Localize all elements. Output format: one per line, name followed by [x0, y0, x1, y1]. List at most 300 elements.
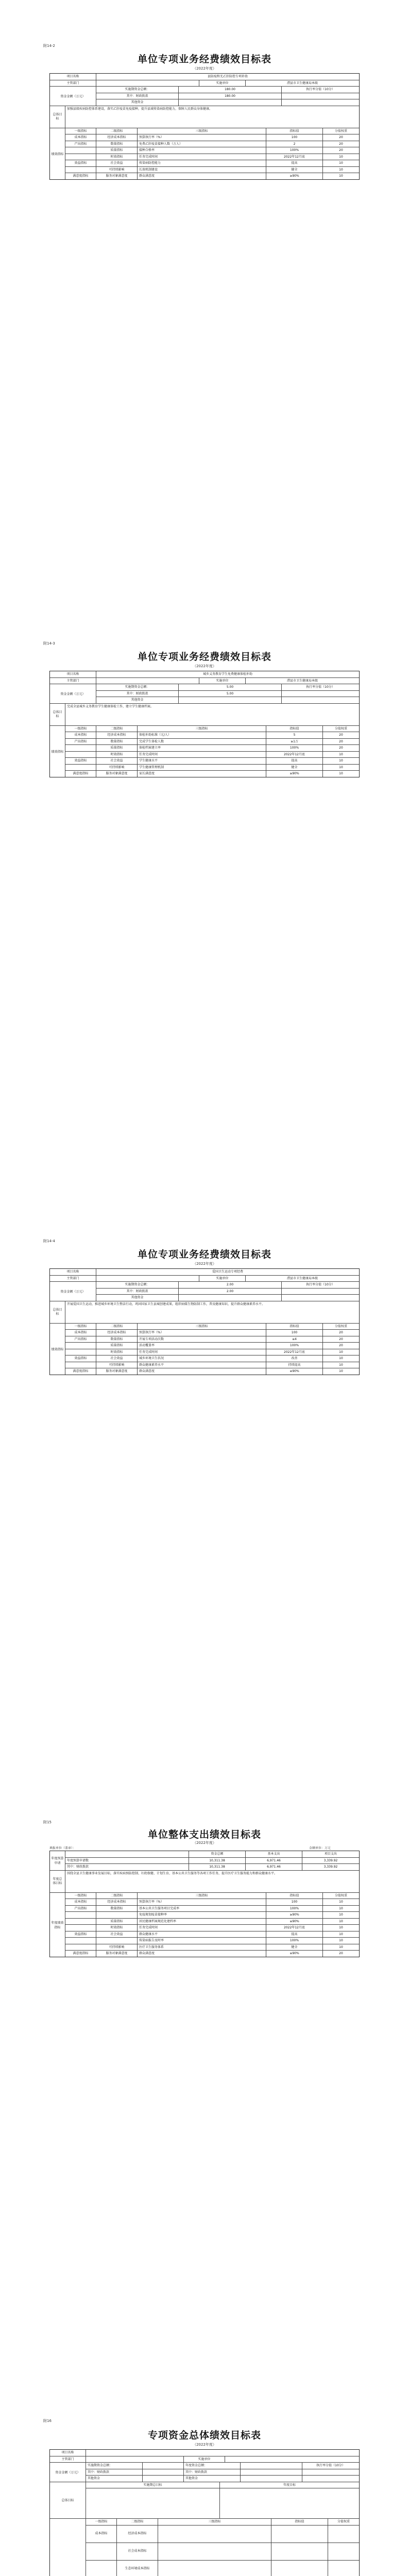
table-cell: 10: [339, 1906, 343, 1910]
table-cell: 10: [339, 759, 343, 762]
table-cell: [328, 2543, 359, 2560]
table-cell: 10: [339, 1926, 343, 1929]
table-cell: [225, 2456, 359, 2463]
table-cell: 产出指标: [65, 1906, 96, 1912]
table-cell: [282, 99, 359, 106]
table-cell: 群众满意度: [138, 1368, 266, 1375]
table-row: [65, 739, 359, 745]
table-cell: 时效指标: [96, 1349, 138, 1355]
table-row: [65, 173, 359, 179]
table-cell: [65, 1938, 96, 1944]
table-cell: 年度资金总额：: [184, 2463, 241, 2469]
table-cell: [86, 2450, 359, 2456]
table-row: [65, 1938, 359, 1944]
table-cell: 一级指标: [86, 2519, 117, 2525]
table-cell: [96, 1912, 138, 1918]
table-cell: [241, 2463, 302, 2469]
table-cell: 实施单位: [199, 1276, 246, 1282]
table-cell: 年度预算申请数: [65, 1858, 189, 1864]
table-cell: 10: [339, 752, 343, 756]
project-name: 城乡义务教育学生免费健康体检补助: [202, 672, 252, 676]
table-cell: ≥90%: [266, 1912, 323, 1918]
table-cell: 服务对象满意度: [96, 173, 138, 179]
table-cell: [158, 2561, 271, 2576]
table-cell: 基本公共卫生服务项目完成率: [138, 1906, 266, 1912]
table-cell: 体检补助标准（元/人）: [138, 732, 266, 738]
table-cell: 20: [339, 142, 343, 146]
table-cell: [65, 167, 96, 173]
table-row: [65, 1349, 359, 1356]
table-cell: 指标值: [266, 128, 323, 134]
table-cell: 城乡环境卫生状况: [138, 1355, 266, 1362]
table-cell: 10: [339, 174, 343, 178]
table-row: [86, 2561, 359, 2576]
page-title: 单位专项业务经费绩效目标表: [137, 651, 271, 663]
table-cell: 一级指标: [65, 128, 96, 134]
table-cell: [65, 1925, 96, 1931]
table-cell: 经济成本指标: [96, 732, 138, 738]
table-cell: 可持续影响: [96, 765, 138, 771]
table-row: [65, 1858, 359, 1865]
table-cell: 总体目标: [50, 1301, 65, 1323]
table-row: [65, 1906, 359, 1912]
table-cell: 二级指标: [96, 1893, 138, 1899]
table-cell: 2.00: [179, 1282, 282, 1288]
table-cell: 年度总体目标: [50, 1871, 65, 1892]
table-cell: 10: [339, 1932, 343, 1936]
table-cell: 实施期资金总额：: [96, 87, 179, 93]
table-cell: ≥4: [266, 1336, 323, 1343]
overall-expenditure-table: [49, 1851, 360, 1957]
page-year: （2022年度）: [193, 1262, 216, 1266]
table-cell: [282, 691, 359, 697]
table-cell: 项目名称: [50, 2450, 86, 2456]
table-cell: 其中：财政拨款: [65, 1864, 189, 1870]
table-cell: 指标值: [266, 726, 323, 732]
table-cell: 经济成本指标: [117, 2526, 158, 2543]
table-cell: 指标值: [271, 2519, 328, 2525]
table-cell: 10: [339, 1357, 343, 1360]
table-cell: 资金金额（万元）: [50, 2463, 86, 2482]
table-cell: 分值权重: [334, 129, 347, 133]
table-cell: ≥90%: [266, 1919, 323, 1925]
table-cell: 10: [339, 772, 343, 775]
table-cell: 满意度指标: [65, 1951, 96, 1957]
table-cell: 效益指标: [65, 1355, 96, 1362]
special-fund-table: [49, 2449, 360, 2576]
table-row: [65, 160, 359, 167]
table-cell: 10: [339, 1900, 343, 1904]
table-cell: 预算执行率（%）: [138, 1899, 266, 1905]
table-cell: [96, 80, 199, 87]
table-cell: 满意度指标: [65, 1368, 96, 1375]
table-cell: [86, 2543, 117, 2560]
table-cell: 医疗卫生服务体系: [138, 1944, 266, 1951]
table-cell: 其他资金: [96, 1295, 179, 1301]
table-cell: 10: [339, 1913, 343, 1917]
table-cell: 10: [339, 1350, 343, 1354]
table-cell: 其中：财政拨款: [184, 2469, 241, 2476]
table-cell: 执行率分值（10分）: [306, 88, 335, 91]
table-cell: 产出指标: [65, 739, 96, 745]
attachment-number: 附14-4: [43, 1239, 55, 1243]
table-row: [65, 771, 359, 777]
table-cell: 2: [266, 141, 323, 147]
table-cell: 社会成本指标: [117, 2543, 158, 2560]
table-cell: 免疫规划疫苗接种率: [138, 1912, 266, 1918]
table-row: [65, 752, 359, 758]
table-cell: [65, 745, 96, 751]
table-cell: 可持续影响: [96, 167, 138, 173]
table-cell: 三级指标: [138, 1324, 266, 1330]
table-cell: 二级指标: [96, 1324, 138, 1330]
page-year: （2022年度）: [193, 1841, 216, 1845]
table-cell: [96, 1938, 138, 1944]
table-row: [65, 134, 359, 141]
table-row: [65, 1864, 359, 1870]
table-cell: 数量指标: [96, 141, 138, 147]
table-cell: 10: [339, 1363, 343, 1367]
table-cell: 5: [266, 732, 323, 738]
table-cell: [241, 2476, 302, 2482]
table-row: [65, 1330, 359, 1336]
table-cell: 实施期总目标: [86, 2482, 220, 2488]
table-cell: 20: [339, 148, 343, 152]
table-cell: 群众健康水平: [138, 1931, 266, 1938]
table-cell: 10: [339, 1945, 343, 1949]
table-cell: 实施单位: [199, 80, 246, 87]
table-cell: 长效机制建设: [138, 167, 266, 173]
table-cell: 资金总额: [189, 1851, 246, 1857]
table-cell: 实施单位: [199, 678, 246, 684]
table-cell: [86, 2488, 220, 2518]
table-cell: 健全: [266, 1944, 323, 1951]
performance-table: [49, 671, 360, 777]
table-cell: 数量指标: [96, 1336, 138, 1343]
table-cell: 资金金额（万元）: [50, 684, 96, 703]
table-cell: 预算执行率（%）: [138, 134, 266, 141]
table-cell: 执行率分值（10分）: [306, 685, 335, 689]
table-cell: 5.00: [179, 691, 282, 697]
performance-table: [49, 1268, 360, 1375]
table-cell: [328, 2526, 359, 2543]
table-cell: 20: [339, 1344, 343, 1347]
table-cell: 执行率分值（10分）: [306, 1283, 335, 1286]
table-cell: 100: [266, 1899, 323, 1905]
table-row: [65, 1931, 359, 1938]
table-cell: 主管部门: [50, 80, 96, 87]
table-cell: 成本指标: [65, 732, 96, 738]
table-cell: 2022年12月底: [266, 154, 323, 160]
table-cell: 20: [339, 1331, 343, 1334]
table-cell: [220, 2488, 359, 2518]
table-cell: [302, 2469, 359, 2476]
table-cell: 其中：财政拨款: [96, 1289, 179, 1295]
table-cell: 成本指标: [65, 134, 96, 141]
table-cell: [282, 1295, 359, 1301]
table-cell: 绩效指标: [50, 128, 65, 179]
table-cell: ≥90%: [266, 173, 323, 179]
table-cell: 满意度指标: [65, 771, 96, 777]
table-cell: 其他资金: [96, 99, 179, 106]
table-row: [65, 1899, 359, 1906]
table-cell: 服务对象满意度: [96, 771, 138, 777]
table-cell: [65, 1912, 96, 1918]
table-cell: 180.00: [179, 93, 282, 99]
table-row: [65, 758, 359, 765]
table-cell: 10,311.38: [189, 1858, 246, 1864]
project-name: 县防疫和无乙肝防控专项补助: [207, 75, 248, 78]
table-cell: 2022年12月底: [266, 752, 323, 758]
table-cell: 提高: [266, 160, 323, 166]
table-cell: 100%: [266, 1938, 323, 1944]
table-cell: 主管部门: [50, 1276, 96, 1282]
table-cell: [143, 2463, 184, 2469]
table-row: [65, 1368, 359, 1375]
table-cell: 分值权重: [334, 726, 347, 731]
table-cell: 绩效指标: [50, 1324, 65, 1375]
table-cell: 提高: [266, 758, 323, 764]
table-cell: ≥1万: [266, 739, 323, 745]
table-cell: 群众满意度: [138, 173, 266, 179]
table-cell: 数量指标: [96, 1906, 138, 1912]
table-cell: 效益指标: [65, 1931, 96, 1938]
page-year: （2022年度）: [193, 664, 216, 668]
table-cell: 产出指标: [65, 1336, 96, 1343]
table-cell: 100: [266, 1330, 323, 1336]
table-cell: 满意度指标: [65, 173, 96, 179]
table-cell: 100%: [266, 745, 323, 751]
table-cell: 三级指标: [158, 2519, 271, 2525]
table-cell: 一级指标: [65, 1893, 96, 1899]
table-cell: 180.00: [179, 87, 282, 93]
table-cell: 可持续影响: [96, 1362, 138, 1368]
table-cell: 三级指标: [138, 128, 266, 134]
table-cell: [65, 1349, 96, 1355]
table-cell: 10,311.38: [189, 1864, 246, 1870]
table-cell: 社会效益: [96, 1931, 138, 1938]
table-cell: 时效指标: [96, 1925, 138, 1931]
table-cell: [302, 2476, 359, 2482]
table-row: [65, 147, 359, 154]
table-cell: 传染病防控能力: [138, 160, 266, 166]
table-row: [65, 1944, 359, 1951]
table-cell: 其他资金: [86, 2476, 143, 2482]
page-title: 专项资金总体绩效目标表: [147, 2430, 261, 2441]
performance-table: [49, 73, 360, 180]
table-cell: 其中：财政拨款: [86, 2469, 143, 2476]
reporting-unit: 填报单位（盖章）：: [49, 1846, 76, 1850]
table-row: [65, 732, 359, 739]
table-cell: 经济成本指标: [96, 1899, 138, 1905]
table-cell: 100: [266, 134, 323, 141]
money-unit: 金额单位：万元: [309, 1846, 331, 1850]
table-cell: [65, 1919, 96, 1925]
table-cell: 免费乙肝疫苗接种人数（万人）: [138, 141, 266, 147]
table-cell: 质量指标: [96, 1343, 138, 1349]
table-cell: 学生健康管理机制: [138, 765, 266, 771]
table-cell: 二级指标: [117, 2519, 158, 2525]
attachment-number: 附14-2: [43, 44, 55, 48]
table-cell: 项目名称: [50, 671, 96, 677]
table-cell: [65, 752, 96, 758]
table-cell: [179, 99, 282, 106]
table-cell: 健全: [266, 167, 323, 173]
table-cell: [282, 697, 359, 703]
table-cell: 一级指标: [65, 1324, 96, 1330]
table-cell: 经济成本指标: [96, 134, 138, 141]
table-cell: [65, 1851, 189, 1857]
table-row: [65, 154, 359, 161]
table-cell: 100%: [266, 1906, 323, 1912]
table-cell: 完成学生体检人数: [138, 739, 266, 745]
table-cell: 基本支出: [246, 1851, 302, 1857]
implementing-unit: 澧县市卫生健康局本级: [286, 81, 318, 85]
table-row: [65, 1919, 359, 1925]
table-cell: 二级指标: [96, 128, 138, 134]
table-cell: 社会效益: [96, 160, 138, 166]
page-title: 单位专项业务经费绩效目标表: [137, 54, 271, 65]
table-cell: 时效指标: [96, 752, 138, 758]
table-cell: [65, 1343, 96, 1349]
table-cell: 20: [339, 746, 343, 750]
table-cell: [65, 765, 96, 771]
table-cell: [271, 2543, 328, 2560]
table-cell: 年度目标: [283, 2483, 296, 2487]
table-row: [86, 2543, 359, 2561]
table-cell: 社会效益: [96, 1355, 138, 1362]
table-cell: 项目名称: [50, 1269, 96, 1275]
table-cell: 总体目标: [50, 106, 65, 128]
table-cell: 质量指标: [96, 745, 138, 751]
table-cell: 学生健康水平: [138, 758, 266, 764]
table-cell: [271, 2561, 328, 2576]
table-row: [65, 1912, 359, 1919]
table-cell: [158, 2543, 271, 2560]
table-cell: [158, 2526, 271, 2543]
table-cell: [65, 1944, 96, 1951]
table-row: [65, 1362, 359, 1369]
table-cell: 成本指标: [86, 2526, 117, 2543]
table-cell: 指标值: [266, 1324, 323, 1330]
attachment-number: 附16: [43, 2419, 52, 2423]
table-cell: 三级指标: [138, 726, 266, 732]
table-cell: 群众满意度: [138, 1951, 266, 1957]
table-cell: 效益指标: [65, 160, 96, 166]
table-cell: [96, 678, 199, 684]
table-cell: 10: [339, 1939, 343, 1942]
table-cell: 主管部门: [50, 2456, 86, 2463]
table-cell: 总体目标: [50, 704, 65, 725]
table-cell: 20: [339, 135, 343, 139]
table-cell: 3,339.92: [323, 1865, 338, 1869]
table-cell: 活动覆盖率: [138, 1343, 266, 1349]
table-cell: 数量指标: [96, 739, 138, 745]
table-cell: 实施期资金总额：: [96, 684, 179, 690]
table-cell: 分值权重: [337, 2520, 350, 2523]
table-cell: ≥90%: [266, 771, 323, 777]
table-cell: 10: [339, 167, 343, 172]
table-cell: 10: [339, 161, 343, 165]
table-cell: 质量指标: [96, 147, 138, 154]
table-cell: 服务对象满意度: [96, 1951, 138, 1957]
table-cell: 服务对象满意度: [96, 1368, 138, 1375]
table-cell: [65, 1362, 96, 1368]
table-cell: [282, 93, 359, 99]
table-row: [65, 141, 359, 148]
table-cell: 分值权重: [334, 1324, 347, 1328]
table-cell: 项目名称: [50, 74, 96, 80]
table-cell: 资金金额（万元）: [50, 87, 96, 106]
overall-goal: 围绕全县卫生健康事业发展目标，落实疾病预防控制、妇幼保健、计划生育、基本公共卫生服务等各项工作任务，提升医疗卫生服务能力和群众健康水平。: [67, 1871, 278, 1875]
table-cell: 经济成本指标: [96, 1330, 138, 1336]
page-year: （2022年度）: [193, 66, 216, 71]
table-cell: 100%: [266, 1343, 323, 1349]
table-cell: 2.00: [179, 1289, 282, 1295]
table-cell: 时效指标: [96, 154, 138, 160]
table-cell: [65, 154, 96, 160]
table-row: [65, 167, 359, 174]
overall-goal: 完成全县城乡义务教育学生健康体检工作，建立学生健康档案。: [67, 704, 154, 708]
table-cell: [241, 2469, 302, 2476]
table-row: [65, 1336, 359, 1343]
table-cell: 成本指标: [65, 1330, 96, 1336]
table-cell: 5.00: [179, 684, 282, 690]
table-cell: 接种合格率: [138, 147, 266, 154]
table-row: [65, 1925, 359, 1931]
table-cell: 可持续影响: [96, 1944, 138, 1951]
table-cell: 预算执行率（%）: [138, 1330, 266, 1336]
table-cell: 绩效指标: [50, 726, 65, 777]
table-cell: 20: [339, 1337, 343, 1341]
table-cell: 指标值: [266, 1893, 323, 1899]
table-cell: 任务完成时间: [138, 1925, 266, 1931]
table-row: [65, 1343, 359, 1349]
table-cell: ≥90%: [266, 1368, 323, 1375]
attachment-number: 附15: [43, 1820, 52, 1824]
table-cell: 10: [339, 1369, 343, 1373]
table-cell: 改善: [266, 1355, 323, 1362]
table-cell: 实施期资金总额：: [86, 2463, 143, 2469]
table-cell: 主管部门: [50, 678, 96, 684]
table-cell: [179, 697, 282, 703]
table-cell: [86, 2561, 117, 2576]
table-cell: 2022年12月底: [266, 1925, 323, 1931]
table-cell: 提高: [266, 1931, 323, 1938]
page-title: 单位整体支出绩效目标表: [147, 1829, 261, 1840]
table-cell: 年度预算申请: [50, 1851, 65, 1870]
table-cell: [328, 2561, 359, 2576]
table-cell: 其他资金: [96, 697, 179, 703]
table-cell: 10: [339, 765, 343, 769]
overall-goal: 开展爱国卫生运动，推进城乡环境卫生整洁行动，巩固国家卫生县城创建成果，组织病媒生物防制工作，普及健康知识，提升群众健康素养水平。: [67, 1302, 265, 1306]
table-cell: [50, 2519, 86, 2576]
table-cell: 一级指标: [65, 726, 96, 732]
table-cell: 持续提高: [266, 1362, 323, 1368]
table-cell: 效益指标: [65, 758, 96, 764]
table-cell: 传染病报告及时率: [138, 1938, 266, 1944]
table-cell: 生态环境成本指标: [117, 2561, 158, 2576]
table-cell: [143, 2469, 184, 2476]
table-cell: 家长满意度: [138, 771, 266, 777]
table-cell: 年度绩效指标: [50, 1893, 65, 1957]
table-cell: 体检档案建立率: [138, 745, 266, 751]
table-cell: 群众健康素养水平: [138, 1362, 266, 1368]
overall-goal: 加强县级疾病防控体系建设，落实乙肝疫苗免疫接种，提升县域传染病防控能力，保障人民群众身体健康。: [67, 107, 213, 111]
table-cell: 2022年12月底: [266, 1349, 323, 1355]
table-row: [65, 1355, 359, 1362]
table-cell: 开展专项活动次数: [138, 1336, 266, 1343]
